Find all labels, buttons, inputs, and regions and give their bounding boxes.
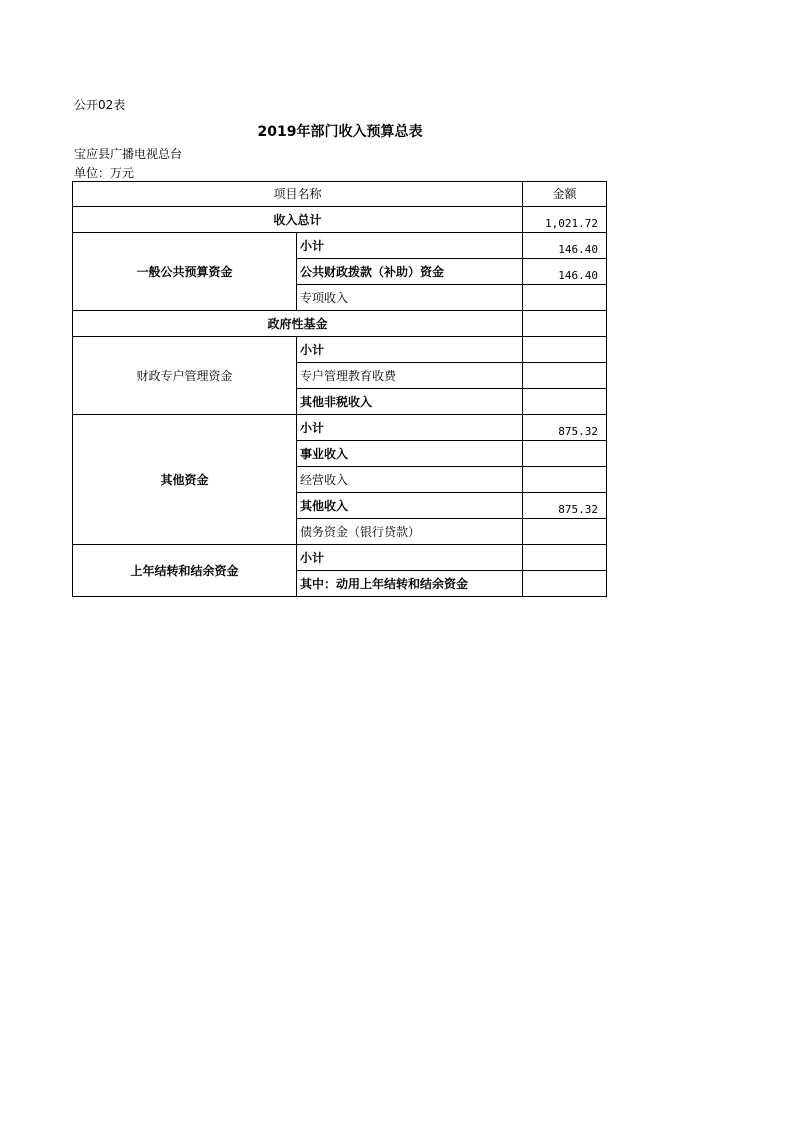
group-label-fiscal-special: 财政专户管理资金	[73, 337, 297, 415]
row-label: 小计	[297, 545, 523, 571]
form-code: 公开02表	[74, 98, 126, 112]
row-amount	[523, 545, 607, 571]
row-amount: 146.40	[523, 259, 607, 285]
currency-unit: 单位：万元	[74, 166, 135, 180]
row-amount	[523, 571, 607, 597]
row-amount: 875.32	[523, 415, 607, 441]
total-amount: 1,021.72	[523, 207, 607, 233]
row-label: 小计	[297, 337, 523, 363]
page-title: 2019年部门收入预算总表	[257, 124, 423, 140]
group-label-other-funds: 其他资金	[73, 415, 297, 545]
row-label: 经营收入	[297, 467, 523, 493]
table-row	[73, 311, 607, 337]
table-row	[73, 207, 607, 233]
table-row	[73, 415, 607, 441]
row-label: 债务资金（银行贷款）	[297, 519, 523, 545]
row-label: 其中：动用上年结转和结余资金	[297, 571, 523, 597]
group-label-general: 一般公共预算资金	[73, 233, 297, 311]
row-label: 专户管理教育收费	[297, 363, 523, 389]
table-row	[73, 337, 607, 363]
row-amount	[523, 441, 607, 467]
table-header-row	[73, 182, 607, 207]
row-amount: 875.32	[523, 493, 607, 519]
col-header-amount: 金额	[523, 182, 607, 207]
row-amount	[523, 285, 607, 311]
row-amount: 146.40	[523, 233, 607, 259]
row-amount	[523, 519, 607, 545]
row-amount	[523, 363, 607, 389]
group-label-carryover: 上年结转和结余资金	[73, 545, 297, 597]
row-label: 专项收入	[297, 285, 523, 311]
row-amount	[523, 467, 607, 493]
row-label: 公共财政拨款（补助）资金	[297, 259, 523, 285]
budget-table	[72, 181, 607, 597]
row-label: 其他非税收入	[297, 389, 523, 415]
row-label: 事业收入	[297, 441, 523, 467]
row-label: 其他收入	[297, 493, 523, 519]
total-label: 收入总计	[73, 207, 523, 233]
row-amount	[523, 389, 607, 415]
col-header-name: 项目名称	[73, 182, 523, 207]
table-row	[73, 545, 607, 571]
row-amount	[523, 337, 607, 363]
group-label-gov-fund: 政府性基金	[73, 311, 523, 337]
row-amount	[523, 311, 607, 337]
table-row	[73, 233, 607, 259]
row-label: 小计	[297, 415, 523, 441]
row-label: 小计	[297, 233, 523, 259]
unit-name: 宝应县广播电视总台	[74, 147, 183, 161]
